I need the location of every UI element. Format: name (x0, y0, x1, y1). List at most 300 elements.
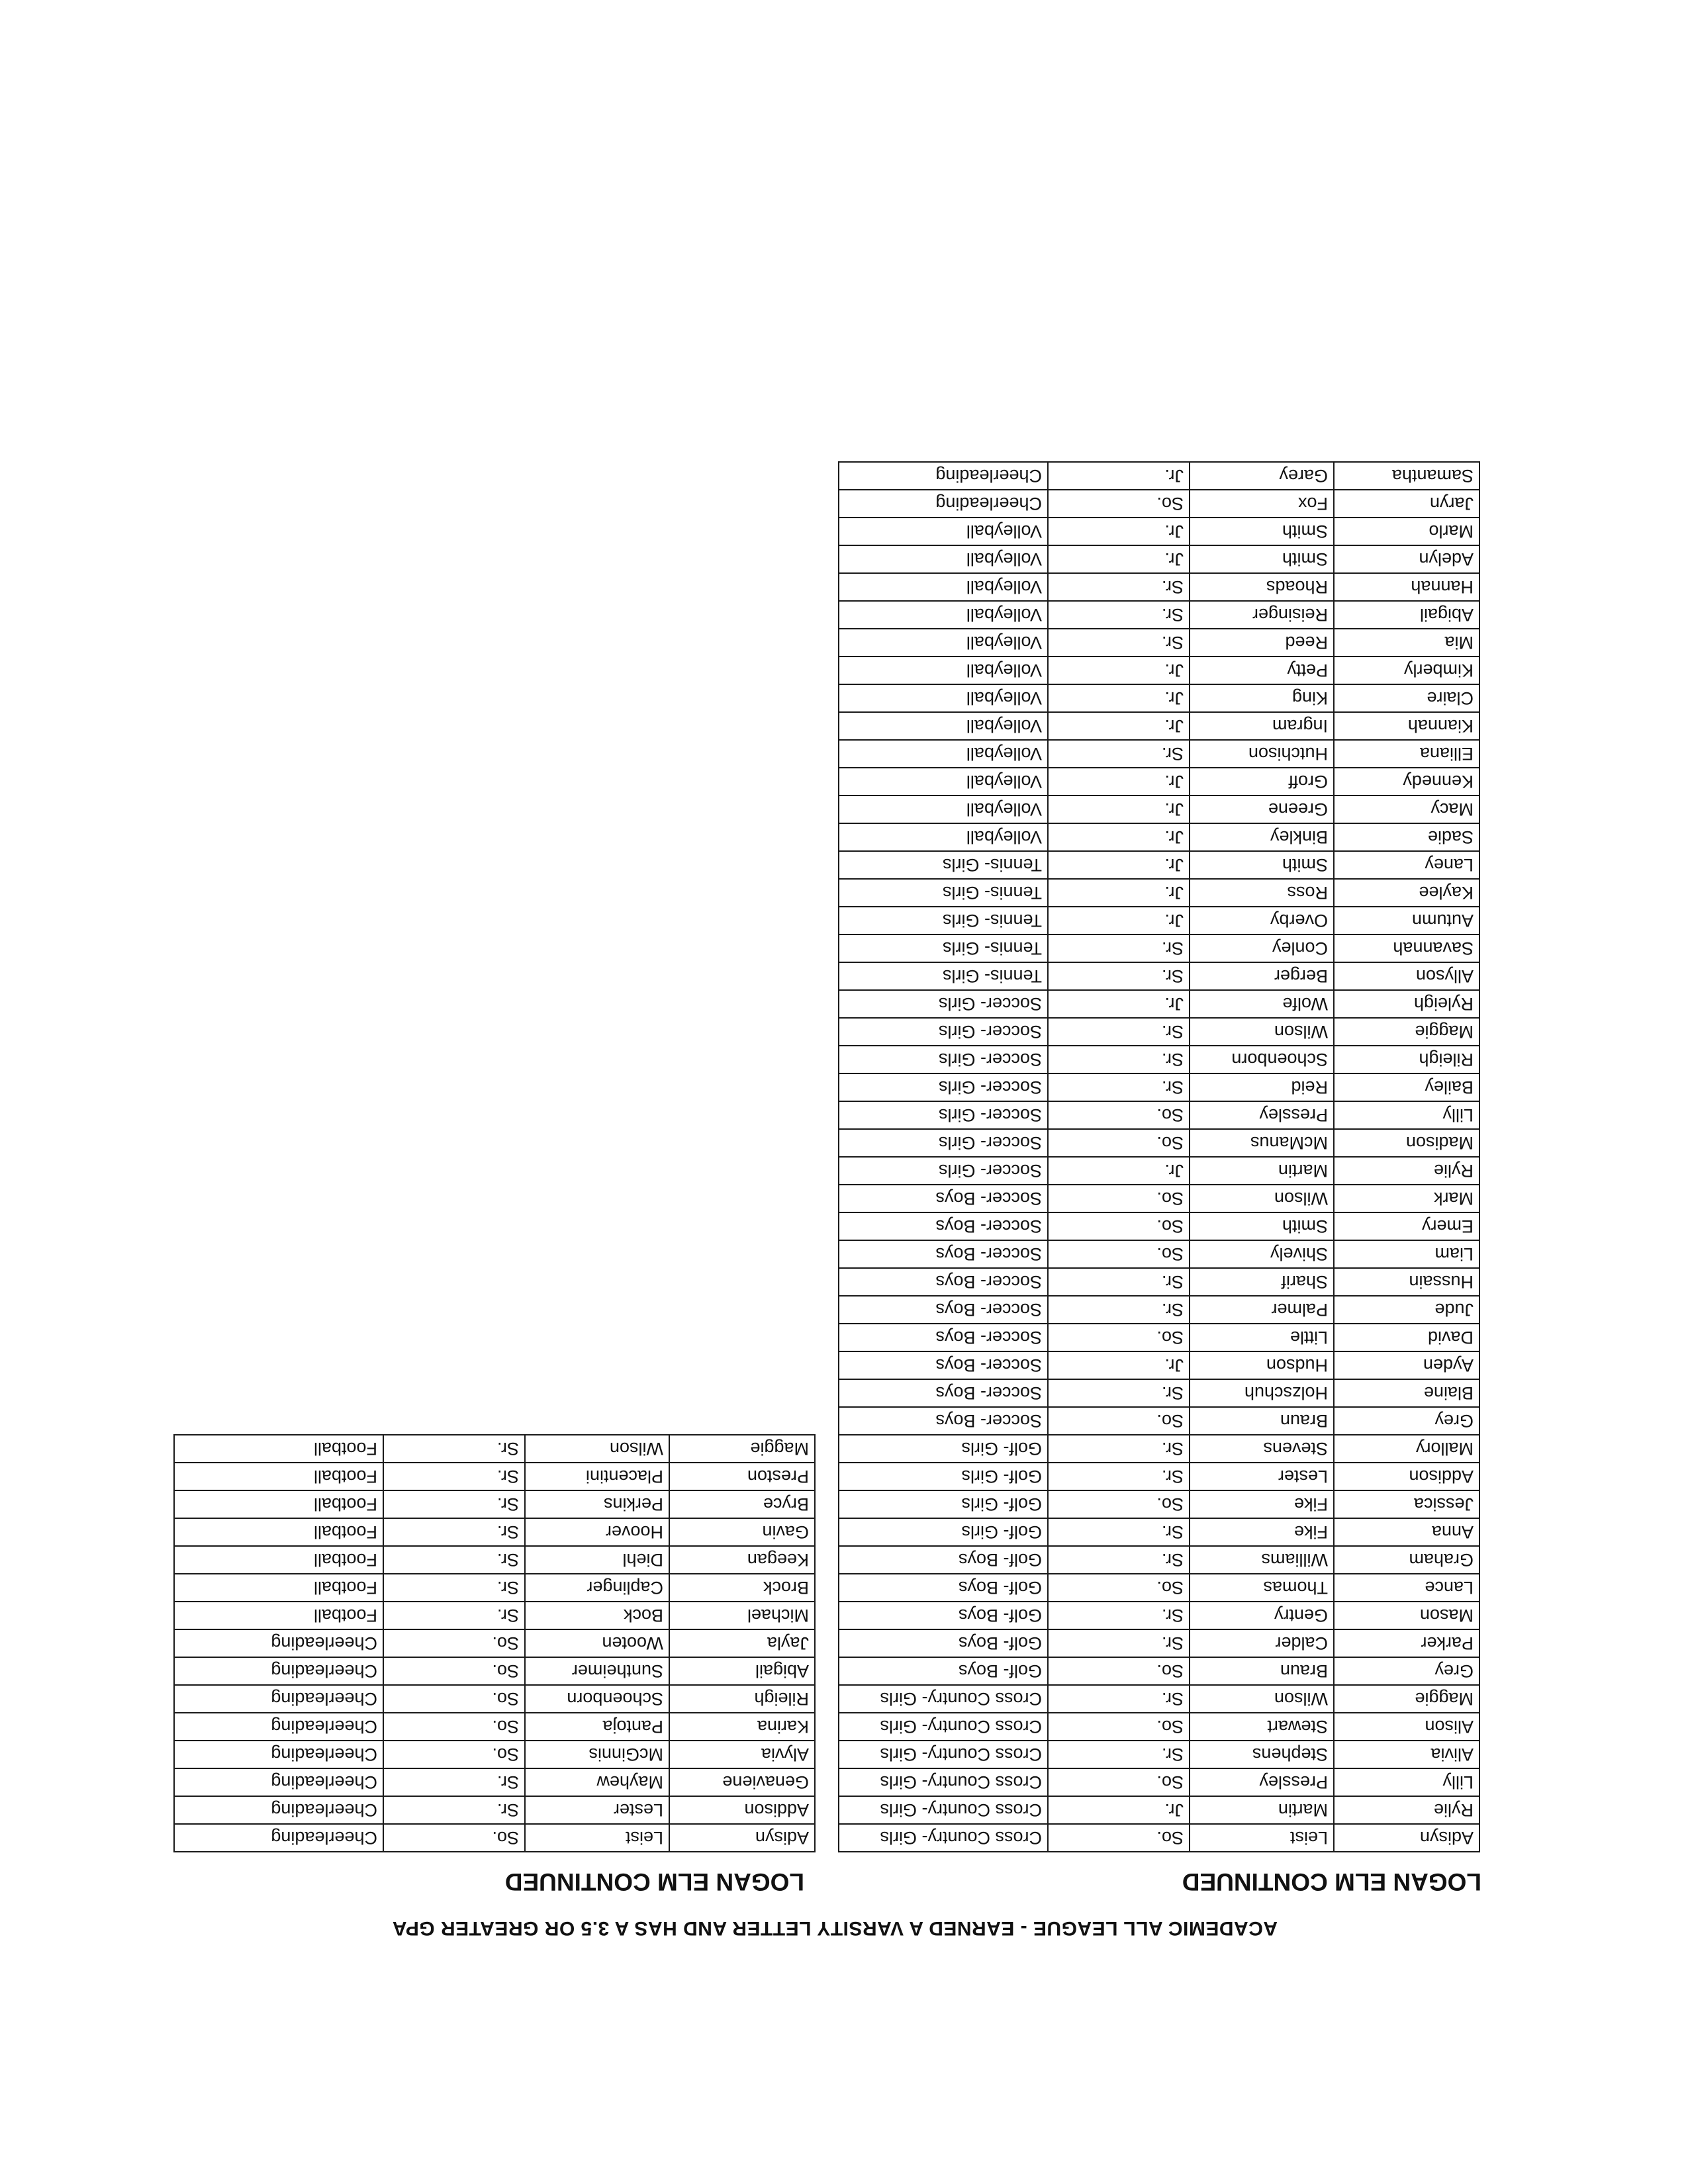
first-name-cell: Sadie (1334, 823, 1479, 851)
table-row (839, 1824, 1479, 1852)
table-row (839, 1073, 1479, 1101)
grade-cell: Jr. (1048, 1351, 1190, 1379)
last-name-cell: Perkins (525, 1490, 669, 1518)
sport-cell: Cheerleading (174, 1685, 383, 1713)
last-name-cell: Ross (1190, 879, 1334, 907)
grade-cell: So. (1048, 1574, 1190, 1602)
last-name-cell: Diehl (525, 1546, 669, 1574)
first-name-cell: Allyson (1334, 962, 1479, 990)
table-row (839, 823, 1479, 851)
last-name-cell: Stewart (1190, 1713, 1334, 1741)
last-name-cell: Rhoads (1190, 573, 1334, 601)
grade-cell: So. (1048, 1657, 1190, 1685)
last-name-cell: Palmer (1190, 1296, 1334, 1324)
first-name-cell: Madison (1334, 1129, 1479, 1157)
sport-cell: Volleyball (839, 573, 1048, 601)
table-row (839, 768, 1479, 796)
last-name-cell: Leist (525, 1824, 669, 1852)
first-name-cell: Elliana (1334, 740, 1479, 768)
table-row (839, 1324, 1479, 1351)
last-name-cell: Ingram (1190, 712, 1334, 740)
grade-cell: Jr. (1048, 907, 1190, 934)
table-row (839, 934, 1479, 962)
table-row (839, 712, 1479, 740)
grade-cell: Sr. (1048, 1268, 1190, 1296)
sport-cell: Tennis- Girls (839, 851, 1048, 879)
grade-cell: Sr. (1048, 934, 1190, 962)
table-row (839, 490, 1479, 518)
sport-cell: Cross Country- Girls (839, 1741, 1048, 1768)
left-section-title: LOGAN ELM CONTINUED (1182, 1868, 1481, 1895)
last-name-cell: Schoenborn (1190, 1046, 1334, 1073)
sport-cell: Golf- Boys (839, 1629, 1048, 1657)
last-name-cell: Fox (1190, 490, 1334, 518)
last-name-cell: Overby (1190, 907, 1334, 934)
sport-cell: Cheerleading (174, 1768, 383, 1796)
table-row (839, 1268, 1479, 1296)
sport-cell: Golf- Boys (839, 1574, 1048, 1602)
grade-cell: So. (1048, 1185, 1190, 1212)
grade-cell: Sr. (383, 1574, 525, 1602)
table-row (839, 1101, 1479, 1129)
grade-cell: Jr. (1048, 851, 1190, 879)
first-name-cell: Addison (669, 1796, 815, 1824)
sport-cell: Football (174, 1518, 383, 1546)
first-name-cell: Marlo (1334, 518, 1479, 545)
last-name-cell: Placentini (525, 1463, 669, 1490)
last-name-cell: Schoenborn (525, 1685, 669, 1713)
sport-cell: Golf- Girls (839, 1518, 1048, 1546)
table-row (839, 1518, 1479, 1546)
table-row (839, 657, 1479, 684)
first-name-cell: Macy (1334, 796, 1479, 823)
grade-cell: Sr. (383, 1602, 525, 1629)
table-row (839, 1296, 1479, 1324)
last-name-cell: King (1190, 684, 1334, 712)
sport-cell: Soccer- Boys (839, 1212, 1048, 1240)
sport-cell: Tennis- Girls (839, 879, 1048, 907)
last-name-cell: Wilson (1190, 1018, 1334, 1046)
table-row (839, 545, 1479, 573)
first-name-cell: Maggie (669, 1435, 815, 1463)
first-name-cell: Bryce (669, 1490, 815, 1518)
table-row (174, 1657, 815, 1685)
table-row (174, 1435, 815, 1463)
first-name-cell: Maggie (1334, 1685, 1479, 1713)
grade-cell: Jr. (1048, 796, 1190, 823)
last-name-cell: Hudson (1190, 1351, 1334, 1379)
last-name-cell: Pressley (1190, 1768, 1334, 1796)
last-name-cell: McGinnis (525, 1741, 669, 1768)
sport-cell: Soccer- Boys (839, 1379, 1048, 1407)
first-name-cell: Laney (1334, 851, 1479, 879)
sport-cell: Cheerleading (174, 1796, 383, 1824)
grade-cell: So. (1048, 1101, 1190, 1129)
grade-cell: Sr. (383, 1546, 525, 1574)
last-name-cell: Reisinger (1190, 601, 1334, 629)
sport-cell: Soccer- Girls (839, 1073, 1048, 1101)
sport-cell: Football (174, 1574, 383, 1602)
grade-cell: So. (383, 1713, 525, 1741)
sport-cell: Football (174, 1463, 383, 1490)
table-row (839, 1629, 1479, 1657)
table-row (839, 851, 1479, 879)
sport-cell: Soccer- Boys (839, 1324, 1048, 1351)
last-name-cell: Smith (1190, 545, 1334, 573)
last-name-cell: Fike (1190, 1518, 1334, 1546)
sport-cell: Cheerleading (174, 1713, 383, 1741)
table-row (174, 1574, 815, 1602)
last-name-cell: Conley (1190, 934, 1334, 962)
sport-cell: Cross Country- Girls (839, 1713, 1048, 1741)
sport-cell: Cross Country- Girls (839, 1685, 1048, 1713)
table-row (839, 573, 1479, 601)
first-name-cell: Lilly (1334, 1101, 1479, 1129)
last-name-cell: Wilson (1190, 1185, 1334, 1212)
grade-cell: Sr. (1048, 1685, 1190, 1713)
table-row (839, 1185, 1479, 1212)
last-name-cell: Wooten (525, 1629, 669, 1657)
first-name-cell: Graham (1334, 1546, 1479, 1574)
table-row (174, 1463, 815, 1490)
grade-cell: Sr. (383, 1435, 525, 1463)
first-name-cell: Lilly (1334, 1768, 1479, 1796)
table-row (174, 1768, 815, 1796)
first-name-cell: Jessica (1334, 1490, 1479, 1518)
last-name-cell: Suntheimer (525, 1657, 669, 1685)
first-name-cell: Blaine (1334, 1379, 1479, 1407)
table-row (174, 1741, 815, 1768)
first-name-cell: Mason (1334, 1602, 1479, 1629)
grade-cell: So. (1048, 1129, 1190, 1157)
grade-cell: Jr. (1048, 1796, 1190, 1824)
sport-cell: Golf- Boys (839, 1657, 1048, 1685)
grade-cell: Jr. (1048, 518, 1190, 545)
sport-cell: Soccer- Boys (839, 1268, 1048, 1296)
first-name-cell: Abigail (1334, 601, 1479, 629)
table-row (839, 1463, 1479, 1490)
grade-cell: Sr. (1048, 1546, 1190, 1574)
sport-cell: Volleyball (839, 740, 1048, 768)
last-name-cell: Stevens (1190, 1435, 1334, 1463)
sport-cell: Soccer- Boys (839, 1240, 1048, 1268)
sport-cell: Volleyball (839, 823, 1048, 851)
sport-cell: Cheerleading (174, 1657, 383, 1685)
sport-cell: Football (174, 1602, 383, 1629)
grade-cell: So. (383, 1657, 525, 1685)
first-name-cell: Claire (1334, 684, 1479, 712)
table-row (839, 518, 1479, 545)
sport-cell: Volleyball (839, 601, 1048, 629)
last-name-cell: Stephens (1190, 1741, 1334, 1768)
sport-cell: Volleyball (839, 545, 1048, 573)
last-name-cell: Martin (1190, 1796, 1334, 1824)
grade-cell: Sr. (1048, 1073, 1190, 1101)
sport-cell: Golf- Girls (839, 1463, 1048, 1490)
grade-cell: So. (1048, 1490, 1190, 1518)
grade-cell: Jr. (1048, 684, 1190, 712)
first-name-cell: Hannah (1334, 573, 1479, 601)
first-name-cell: Maggie (1334, 1018, 1479, 1046)
grade-cell: Jr. (1048, 990, 1190, 1018)
grade-cell: So. (383, 1685, 525, 1713)
sport-cell: Football (174, 1435, 383, 1463)
sport-cell: Tennis- Girls (839, 962, 1048, 990)
last-name-cell: Pantoja (525, 1713, 669, 1741)
grade-cell: So. (1048, 1240, 1190, 1268)
table-row (839, 1407, 1479, 1435)
first-name-cell: Liam (1334, 1240, 1479, 1268)
first-name-cell: Parker (1334, 1629, 1479, 1657)
first-name-cell: Emery (1334, 1212, 1479, 1240)
table-row (839, 879, 1479, 907)
last-name-cell: Binkley (1190, 823, 1334, 851)
first-name-cell: Preston (669, 1463, 815, 1490)
last-name-cell: Shively (1190, 1240, 1334, 1268)
table-row (174, 1685, 815, 1713)
grade-cell: Jr. (1048, 712, 1190, 740)
sport-cell: Golf- Boys (839, 1602, 1048, 1629)
grade-cell: Sr. (1048, 962, 1190, 990)
grade-cell: Jr. (1048, 823, 1190, 851)
sport-cell: Soccer- Boys (839, 1351, 1048, 1379)
grade-cell: Jr. (1048, 879, 1190, 907)
grade-cell: Sr. (1048, 573, 1190, 601)
page-heading: ACADEMIC ALL LEAGUE - EARNED A VARSITY LETTER AND HAS A 3.5 OR GREATER GPA (392, 1917, 1278, 1939)
first-name-cell: Rylie (1334, 1796, 1479, 1824)
first-name-cell: Grey (1334, 1657, 1479, 1685)
grade-cell: Jr. (1048, 462, 1190, 490)
table-row (174, 1824, 815, 1852)
grade-cell: Sr. (1048, 1296, 1190, 1324)
last-name-cell: Braun (1190, 1657, 1334, 1685)
grade-cell: Sr. (1048, 1602, 1190, 1629)
table-row (839, 1379, 1479, 1407)
table-row (839, 462, 1479, 490)
first-name-cell: Adisyn (669, 1824, 815, 1852)
first-name-cell: Rylie (1334, 1157, 1479, 1185)
last-name-cell: Lester (525, 1796, 669, 1824)
grade-cell: So. (1048, 490, 1190, 518)
grade-cell: Sr. (383, 1518, 525, 1546)
sport-cell: Golf- Boys (839, 1546, 1048, 1574)
sport-cell: Cheerleading (174, 1741, 383, 1768)
first-name-cell: Michael (669, 1602, 815, 1629)
first-name-cell: Mallory (1334, 1435, 1479, 1463)
grade-cell: Sr. (1048, 1435, 1190, 1463)
table-row (839, 601, 1479, 629)
sport-cell: Soccer- Girls (839, 1018, 1048, 1046)
last-name-cell: Pressley (1190, 1101, 1334, 1129)
grade-cell: Sr. (383, 1463, 525, 1490)
first-name-cell: Abigail (669, 1657, 815, 1685)
table-row (839, 1796, 1479, 1824)
sport-cell: Cheerleading (839, 490, 1048, 518)
first-name-cell: Brock (669, 1574, 815, 1602)
last-name-cell: Lester (1190, 1463, 1334, 1490)
first-name-cell: Karina (669, 1713, 815, 1741)
first-name-cell: Adelyn (1334, 545, 1479, 573)
grade-cell: Sr. (1048, 1463, 1190, 1490)
first-name-cell: Jaryn (1334, 490, 1479, 518)
first-name-cell: Ayden (1334, 1351, 1479, 1379)
first-name-cell: Jayla (669, 1629, 815, 1657)
table-row (839, 1018, 1479, 1046)
last-name-cell: Hoover (525, 1518, 669, 1546)
table-row (839, 1657, 1479, 1685)
last-name-cell: Gentry (1190, 1602, 1334, 1629)
grade-cell: So. (1048, 1768, 1190, 1796)
sport-cell: Football (174, 1546, 383, 1574)
grade-cell: Sr. (1048, 1379, 1190, 1407)
table-row (839, 1490, 1479, 1518)
table-row (839, 907, 1479, 934)
right-roster-table (173, 1434, 816, 1852)
table-row (839, 1435, 1479, 1463)
last-name-cell: Reed (1190, 629, 1334, 657)
sport-cell: Tennis- Girls (839, 934, 1048, 962)
table-row (839, 629, 1479, 657)
grade-cell: So. (1048, 1824, 1190, 1852)
last-name-cell: Petty (1190, 657, 1334, 684)
grade-cell: Sr. (1048, 601, 1190, 629)
last-name-cell: Williams (1190, 1546, 1334, 1574)
table-row (839, 1713, 1479, 1741)
sport-cell: Volleyball (839, 657, 1048, 684)
last-name-cell: Mayhew (525, 1768, 669, 1796)
grade-cell: Sr. (1048, 1629, 1190, 1657)
grade-cell: Sr. (383, 1796, 525, 1824)
first-name-cell: Mia (1334, 629, 1479, 657)
first-name-cell: Lance (1334, 1574, 1479, 1602)
table-row (839, 962, 1479, 990)
last-name-cell: McManus (1190, 1129, 1334, 1157)
table-row (839, 1212, 1479, 1240)
sport-cell: Volleyball (839, 796, 1048, 823)
table-row (174, 1602, 815, 1629)
table-row (839, 1351, 1479, 1379)
last-name-cell: Berger (1190, 962, 1334, 990)
sport-cell: Soccer- Girls (839, 1157, 1048, 1185)
last-name-cell: Fike (1190, 1490, 1334, 1518)
grade-cell: So. (383, 1629, 525, 1657)
table-row (174, 1796, 815, 1824)
last-name-cell: Thomas (1190, 1574, 1334, 1602)
table-row (839, 1768, 1479, 1796)
last-name-cell: Little (1190, 1324, 1334, 1351)
last-name-cell: Greene (1190, 796, 1334, 823)
sport-cell: Cross Country- Girls (839, 1824, 1048, 1852)
last-name-cell: Calder (1190, 1629, 1334, 1657)
sport-cell: Volleyball (839, 712, 1048, 740)
table-row (839, 1685, 1479, 1713)
last-name-cell: Smith (1190, 851, 1334, 879)
first-name-cell: Kimberly (1334, 657, 1479, 684)
last-name-cell: Smith (1190, 1212, 1334, 1240)
table-row (839, 1602, 1479, 1629)
grade-cell: So. (1048, 1713, 1190, 1741)
sport-cell: Golf- Girls (839, 1435, 1048, 1463)
table-row (839, 1546, 1479, 1574)
sport-cell: Cross Country- Girls (839, 1768, 1048, 1796)
left-roster-table (838, 461, 1480, 1852)
first-name-cell: Adisyn (1334, 1824, 1479, 1852)
table-row (174, 1518, 815, 1546)
table-row (174, 1546, 815, 1574)
sport-cell: Soccer- Girls (839, 1046, 1048, 1073)
first-name-cell: Bailey (1334, 1073, 1479, 1101)
first-name-cell: Mark (1334, 1185, 1479, 1212)
last-name-cell: Braun (1190, 1407, 1334, 1435)
grade-cell: Sr. (383, 1768, 525, 1796)
last-name-cell: Sharif (1190, 1268, 1334, 1296)
first-name-cell: Kennedy (1334, 768, 1479, 796)
first-name-cell: Alyvia (669, 1741, 815, 1768)
first-name-cell: Samantha (1334, 462, 1479, 490)
last-name-cell: Hutchison (1190, 740, 1334, 768)
grade-cell: Jr. (1048, 657, 1190, 684)
table-row (839, 796, 1479, 823)
grade-cell: Sr. (1048, 1518, 1190, 1546)
sport-cell: Golf- Girls (839, 1490, 1048, 1518)
table-row (839, 1574, 1479, 1602)
table-row (839, 684, 1479, 712)
first-name-cell: Grey (1334, 1407, 1479, 1435)
last-name-cell: Reid (1190, 1073, 1334, 1101)
sport-cell: Volleyball (839, 629, 1048, 657)
grade-cell: Sr. (1048, 1018, 1190, 1046)
grade-cell: Sr. (1048, 629, 1190, 657)
grade-cell: Jr. (1048, 545, 1190, 573)
table-row (839, 1157, 1479, 1185)
first-name-cell: David (1334, 1324, 1479, 1351)
grade-cell: So. (1048, 1407, 1190, 1435)
first-name-cell: Addison (1334, 1463, 1479, 1490)
first-name-cell: Savannah (1334, 934, 1479, 962)
first-name-cell: Autumn (1334, 907, 1479, 934)
sport-cell: Cheerleading (174, 1629, 383, 1657)
last-name-cell: Martin (1190, 1157, 1334, 1185)
sport-cell: Volleyball (839, 518, 1048, 545)
grade-cell: Sr. (1048, 1046, 1190, 1073)
first-name-cell: Hussain (1334, 1268, 1479, 1296)
first-name-cell: Rileigh (669, 1685, 815, 1713)
last-name-cell: Wilson (1190, 1685, 1334, 1713)
table-row (839, 1046, 1479, 1073)
first-name-cell: Ryleigh (1334, 990, 1479, 1018)
sport-cell: Soccer- Boys (839, 1407, 1048, 1435)
last-name-cell: Garey (1190, 462, 1334, 490)
table-row (839, 1240, 1479, 1268)
sport-cell: Soccer- Boys (839, 1185, 1048, 1212)
grade-cell: Sr. (1048, 1741, 1190, 1768)
grade-cell: Jr. (1048, 768, 1190, 796)
table-row (839, 1129, 1479, 1157)
first-name-cell: Rileigh (1334, 1046, 1479, 1073)
last-name-cell: Leist (1190, 1824, 1334, 1852)
last-name-cell: Holzschuh (1190, 1379, 1334, 1407)
sport-cell: Soccer- Girls (839, 1129, 1048, 1157)
last-name-cell: Caplinger (525, 1574, 669, 1602)
grade-cell: Jr. (1048, 1157, 1190, 1185)
first-name-cell: Alison (1334, 1713, 1479, 1741)
sport-cell: Soccer- Girls (839, 1101, 1048, 1129)
first-name-cell: Kaylee (1334, 879, 1479, 907)
sport-cell: Volleyball (839, 684, 1048, 712)
sport-cell: Soccer- Girls (839, 990, 1048, 1018)
grade-cell: So. (383, 1824, 525, 1852)
sport-cell: Tennis- Girls (839, 907, 1048, 934)
